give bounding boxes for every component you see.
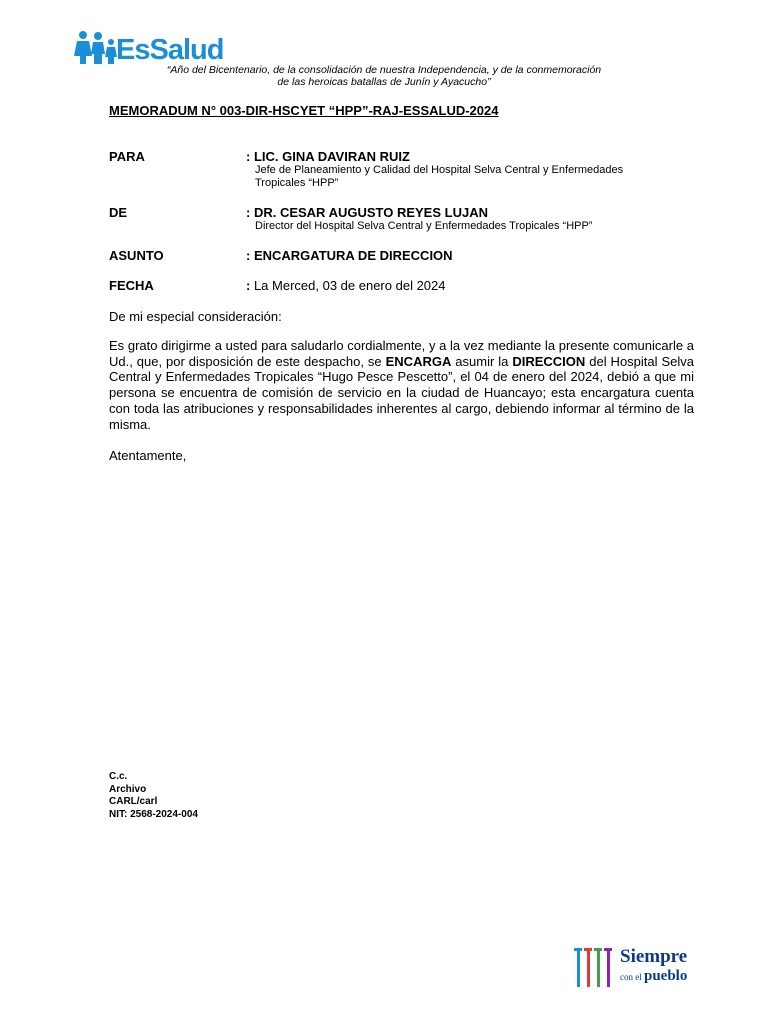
de-value: : DR. CESAR AUGUSTO REYES LUJAN — [246, 205, 488, 220]
slogan-line-2 — [620, 968, 687, 985]
body-text-1: Es grato dirigirme a usted para saludarlo cordialmente, y a la vez mediante la presente comunicarle a Ud., que, por disposición de este despacho, se — [109, 338, 694, 369]
fecha-label: FECHA — [109, 278, 154, 293]
footer-references — [109, 771, 198, 821]
slogan-logo — [572, 944, 712, 992]
motto-line-2: de las heroicas batallas de Junín y Ayacucho” — [277, 76, 491, 88]
greeting: De mi especial consideración: — [109, 309, 282, 324]
de-subtitle: Director del Hospital Selva Central y Enfermedades Tropicales “HPP” — [255, 220, 593, 232]
body-text-2: asumir la — [451, 353, 513, 369]
para-label: PARA — [109, 149, 145, 164]
de-label: DE — [109, 205, 128, 220]
slogan-small: con el — [620, 972, 644, 982]
asunto-value: : ENCARGATURA DE DIRECCION — [246, 248, 453, 263]
header-motto — [110, 64, 658, 88]
logo-text: EsSalud — [116, 34, 224, 66]
ref-line: CARL/carl — [109, 796, 158, 807]
para-subtitle — [255, 164, 623, 190]
fecha-value: La Merced, 03 de enero del 2024 — [250, 278, 446, 293]
body-bold-encarga: ENCARGA — [385, 353, 452, 369]
motto-line-1: “Año del Bicentenario, de la consolidación de nuestra Independencia, y de la conmemoración — [166, 64, 602, 76]
asunto-label: ASUNTO — [109, 248, 164, 263]
memo-title: MEMORADUM N° 003-DIR-HSCYET “HPP”-RAJ-ESSALUD-2024 — [109, 103, 499, 118]
closing: Atentamente, — [109, 448, 187, 463]
para-value: : LIC. GINA DAVIRAN RUIZ — [246, 149, 410, 164]
family-icon — [74, 30, 118, 66]
fecha-value-line — [246, 278, 445, 293]
ref-line: NIT: 2568-2024-004 — [109, 808, 198, 820]
body-text-3: del Hospital Selva Central y Enfermedades Tropicales “Hugo Pesce Pescetto”, el 04 de enero del 2024, debió a que mi persona se encuentra de comisión de servicio en la ciudad de Huancayo; esta encargatura cuenta con toda las atribuciones y responsabilidades inherentes al cargo, debiendo informar al término de la misma. — [109, 353, 694, 432]
body-paragraph — [109, 338, 694, 432]
slogan-word: pueblo — [644, 968, 688, 984]
ref-line: C.c. — [109, 771, 128, 782]
para-sub-line-2: Tropicales “HPP” — [255, 177, 339, 189]
ref-line: Archivo — [109, 783, 147, 795]
fecha-colon: : — [246, 278, 251, 293]
para-sub-line-1: Jefe de Planeamiento y Calidad del Hospital Selva Central y Enfermedades — [255, 164, 624, 176]
essalud-logo — [74, 28, 244, 68]
people-icon — [572, 944, 616, 990]
slogan-line-1: Siempre — [620, 946, 688, 967]
body-bold-direccion: DIRECCION — [512, 353, 586, 369]
